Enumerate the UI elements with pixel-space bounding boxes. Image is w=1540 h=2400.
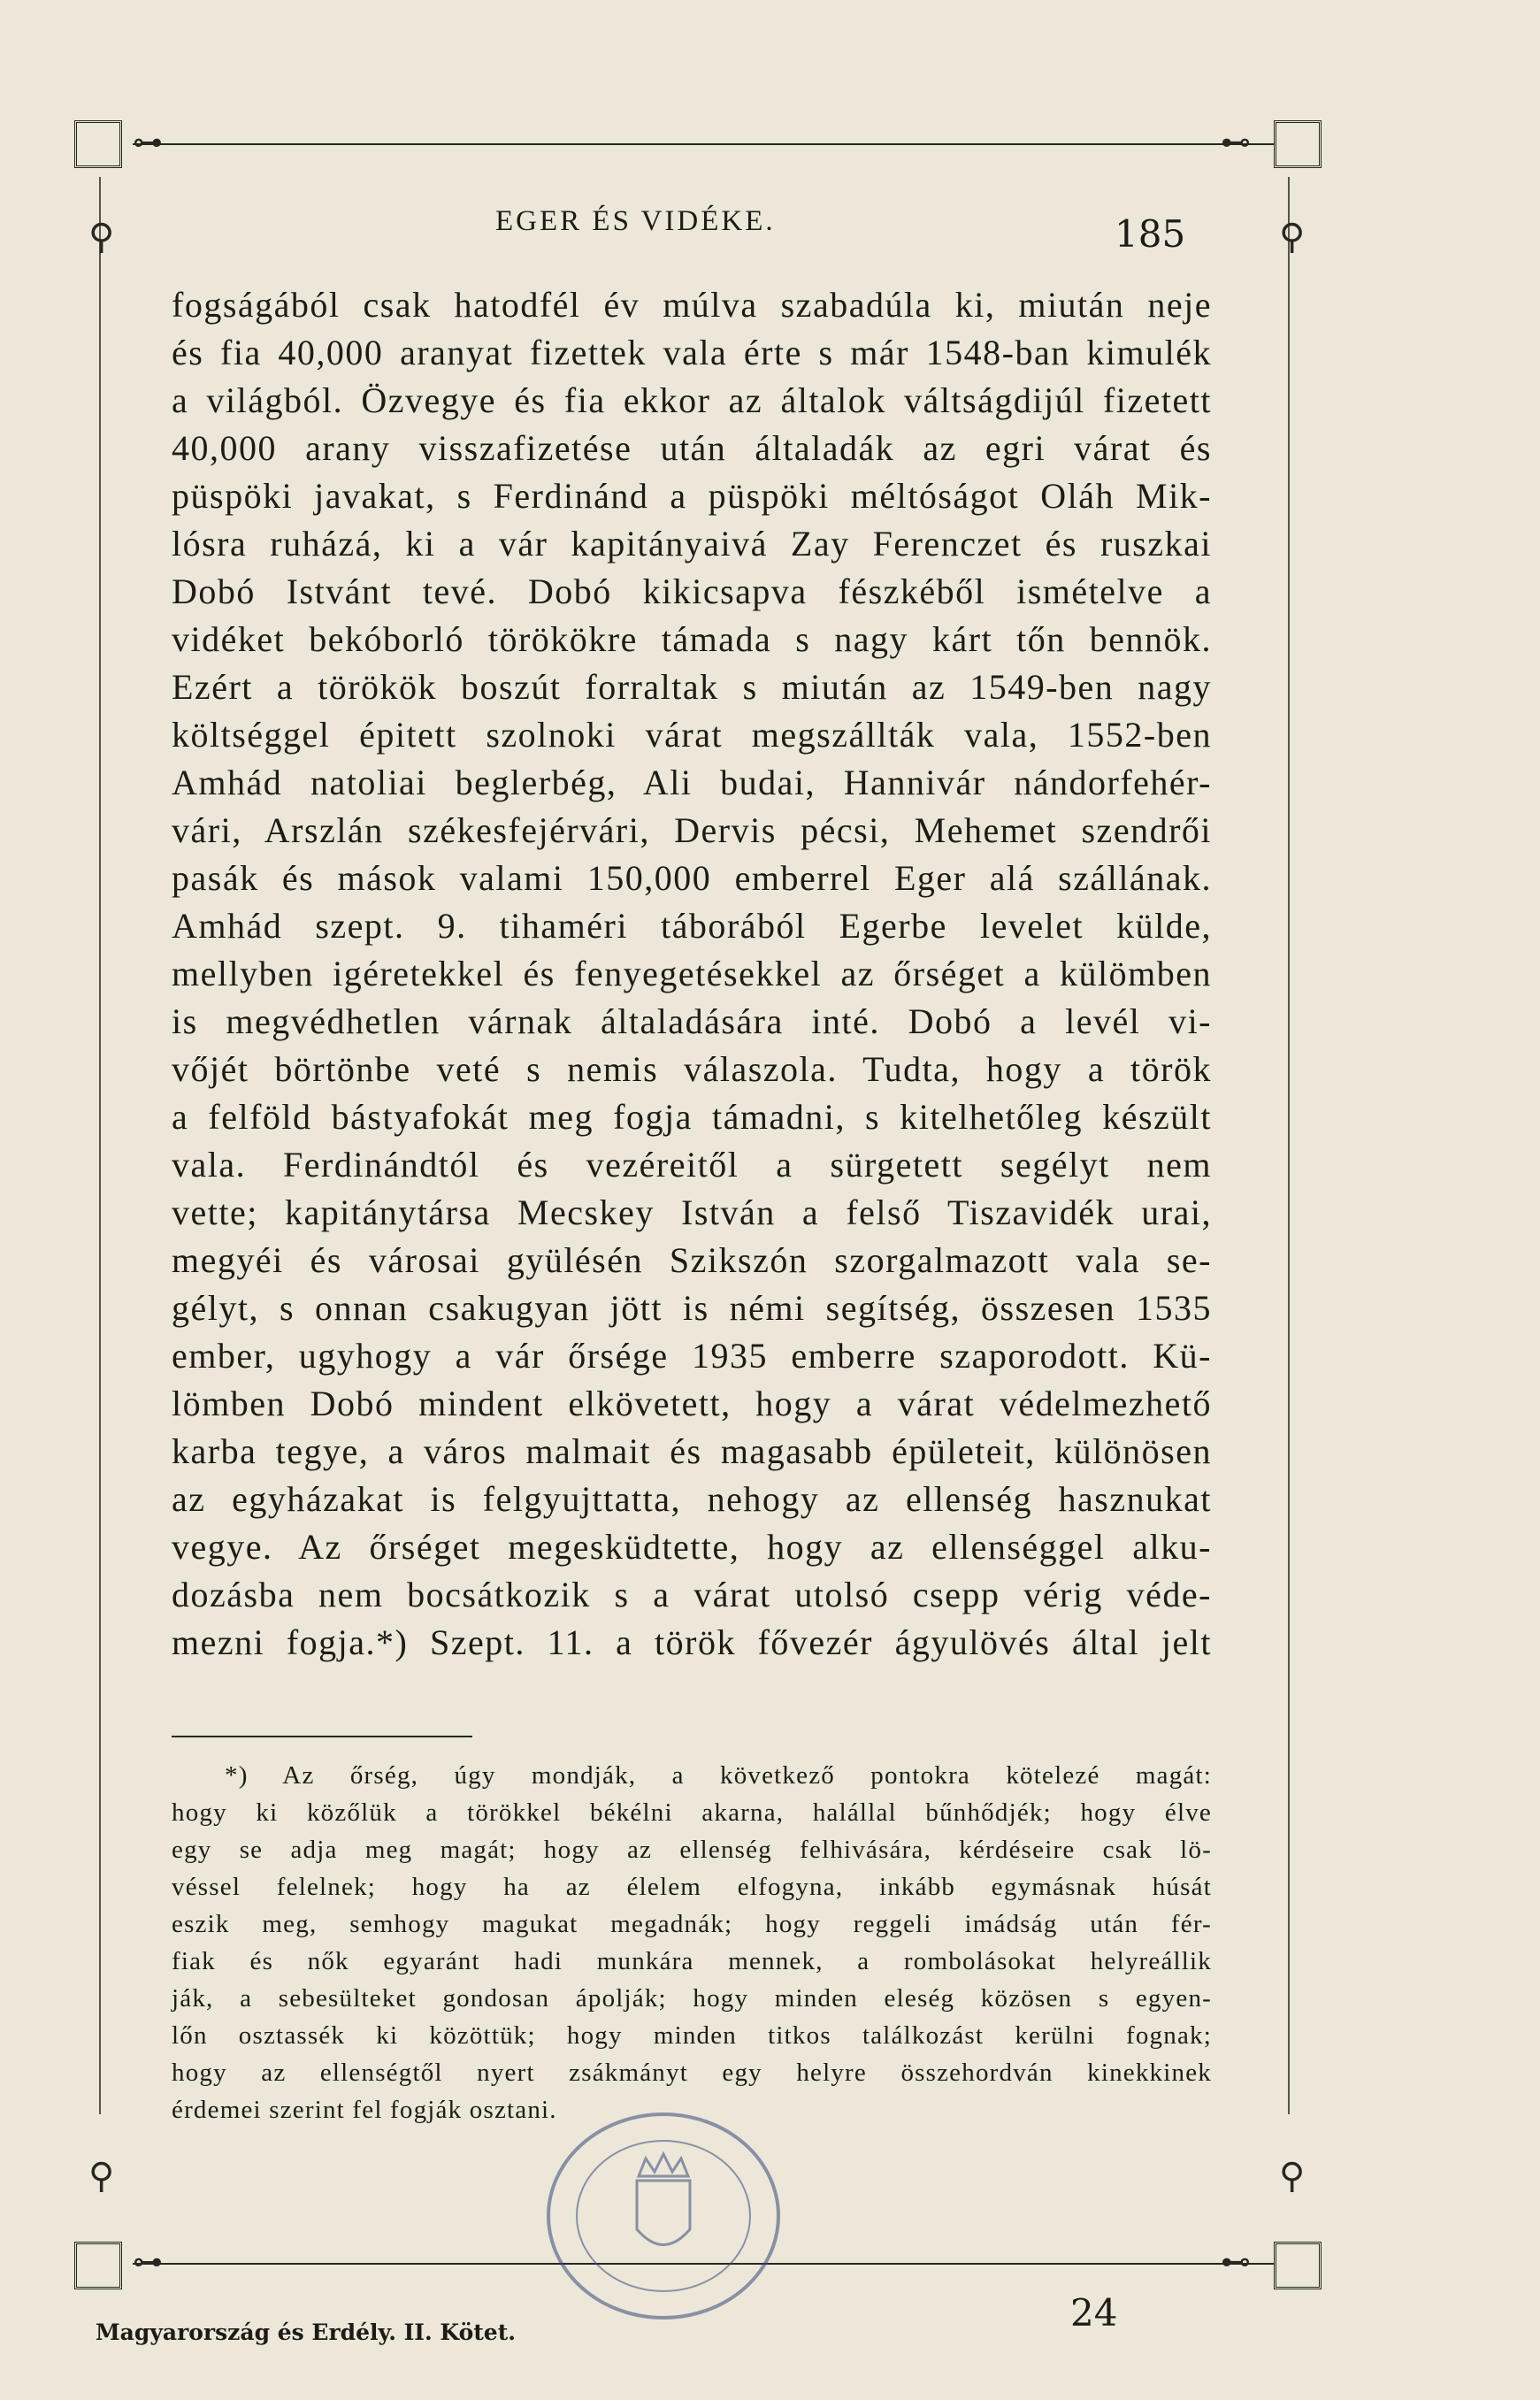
running-head: EGER ÉS VIDÉKE. — [495, 205, 776, 237]
bottom-left-flourish-icon: ⊶ — [133, 2244, 163, 2280]
text-line: az egyházakat is felgyujttatta, nehogy az ellenség hasznukat — [172, 1479, 1212, 1519]
footnote-line: eszik meg, semhogy magukat megadnák; hogy reggeli imádság után fér- — [172, 1910, 1212, 1938]
text-line: fogságából csak hatodfél év múlva szabadúla ki, miután neje — [172, 285, 1212, 325]
text-line: Amhád natoliai beglerbég, Ali budai, Hannivár nándorfehér- — [172, 763, 1212, 802]
footnote-line: *) Az őrség, úgy mondják, a következő pontokra kötelezé magát: — [225, 1761, 1212, 1790]
bottom-right-corner-ornament — [1274, 2242, 1322, 2289]
text-line: vári, Arszlán székesfejérvári, Dervis pécsi, Mehemet szendrői — [172, 810, 1212, 850]
top-right-flourish-icon: ⊷ — [1221, 125, 1251, 160]
text-line: költséggel épitett szolnoki várat megszállták vala, 1552-ben — [172, 715, 1212, 755]
bottom-left-corner-ornament — [74, 2242, 122, 2289]
text-line: vegye. Az őrséget megesküdtette, hogy az ellenséggel alku- — [172, 1527, 1212, 1567]
right-side-cross-icon: ⚲ — [1279, 217, 1306, 257]
text-line: megyéi és városai gyülésén Szikszón szorgalmazott vala se- — [172, 1240, 1212, 1280]
footnote-separator — [172, 1736, 472, 1737]
footnote-line: hogy az ellenségtől nyert zsákmányt egy helyre összehordván kinekkinek — [172, 2059, 1212, 2087]
text-line: Dobó Istvánt tevé. Dobó kikicsapva fészkéből ismételve a — [172, 571, 1212, 611]
text-line: pasák és mások valami 150,000 emberrel Eger alá szállának. — [172, 858, 1212, 898]
text-line: dozásba nem bocsátkozik s a várat utolsó csepp vérig véde- — [172, 1575, 1212, 1614]
text-line: 40,000 arany visszafizetése után általadák az egri várat és — [172, 428, 1212, 468]
right-border-rule — [1288, 177, 1290, 2114]
footnote-line: lőn osztassék ki közöttük; hogy minden titkos találkozást kerülni fognak; — [172, 2021, 1212, 2050]
text-line: lósra ruházá, ki a vár kapitányaivá Zay Ferenczet és ruszkai — [172, 524, 1212, 564]
footnote-line: fiak és nők egyaránt hadi munkára mennek, a rombolásokat helyreállik — [172, 1947, 1212, 1975]
text-line: és fia 40,000 aranyat fizettek vala érte s már 1548-ban kimulék — [172, 333, 1212, 372]
footnote-line: érdemei szerint fel fogják osztani. — [172, 2096, 557, 2124]
text-line: vőjét börtönbe veté s nemis válaszola. Tudta, hogy a török — [172, 1049, 1212, 1089]
sheet-number: 24 — [1070, 2291, 1118, 2335]
text-line: vidéket bekóborló törökökre támada s nagy kárt tőn bennök. — [172, 619, 1212, 659]
top-left-flourish-icon: ⊶ — [133, 125, 163, 160]
left-lower-cross-icon: ⚲ — [88, 2156, 115, 2197]
footnote-line: egy se adja meg magát; hogy az ellenség felhivására, kérdéseire csak lö- — [172, 1836, 1212, 1864]
left-side-cross-icon: ⚲ — [88, 217, 115, 257]
signature-line: Magyarország és Erdély. II. Kötet. — [96, 2319, 516, 2345]
bottom-right-flourish-icon: ⊷ — [1221, 2244, 1251, 2280]
text-line: püspöki javakat, s Ferdinánd a püspöki méltóságot Oláh Mik- — [172, 476, 1212, 516]
text-line: Amhád szept. 9. tihaméri táborából Egerbe levelet külde, — [172, 906, 1212, 946]
footnote — [172, 1757, 1212, 2128]
top-left-corner-ornament — [74, 120, 122, 168]
text-line: a világból. Özvegye és fia ekkor az általok váltságdijúl fizetett — [172, 380, 1212, 420]
text-line: karba tegye, a város malmait és magasabb épületeit, különösen — [172, 1431, 1212, 1471]
top-border-rule — [133, 143, 1274, 145]
library-stamp-icon — [531, 2097, 796, 2335]
page-number: 185 — [1115, 212, 1186, 256]
text-line: a felföld bástyafokát meg fogja támadni, s kitelhetőleg készült — [172, 1097, 1212, 1137]
text-line: Ezért a törökök boszút forraltak s miután az 1549-ben nagy — [172, 667, 1212, 707]
left-border-rule — [99, 177, 101, 2114]
top-right-corner-ornament — [1274, 120, 1322, 168]
text-line: ember, ugyhogy a vár őrsége 1935 emberre szaporodott. Kü- — [172, 1336, 1212, 1376]
text-line: is megvédhetlen várnak általadására inté. Dobó a levél vi- — [172, 1001, 1212, 1041]
text-line: lömben Dobó mindent elkövetett, hogy a várat védelmezhető — [172, 1384, 1212, 1423]
footnote-line: ják, a sebesülteket gondosan ápolják; hogy minden eleség közösen s egyen- — [172, 1984, 1212, 2013]
text-line: vette; kapitánytársa Mecskey István a felső Tiszavidék urai, — [172, 1192, 1212, 1232]
main-text — [172, 281, 1212, 1667]
text-line: vala. Ferdinándtól és vezéreitől a sürgetett segélyt nem — [172, 1145, 1212, 1185]
text-line: mezni fogja.*) Szept. 11. a török fővezér ágyulövés által jelt — [172, 1622, 1212, 1662]
text-line: gélyt, s onnan csakugyan jött is némi segítség, összesen 1535 — [172, 1288, 1212, 1328]
text-line: mellyben igéretekkel és fenyegetésekkel az őrséget a külömben — [172, 954, 1212, 993]
footnote-line: véssel felelnek; hogy ha az élelem elfogyna, inkább egymásnak húsát — [172, 1873, 1212, 1901]
right-lower-cross-icon: ⚲ — [1279, 2156, 1306, 2197]
footnote-line: hogy ki közőlük a törökkel békélni akarna, halállal bűnhődjék; hogy élve — [172, 1798, 1212, 1827]
